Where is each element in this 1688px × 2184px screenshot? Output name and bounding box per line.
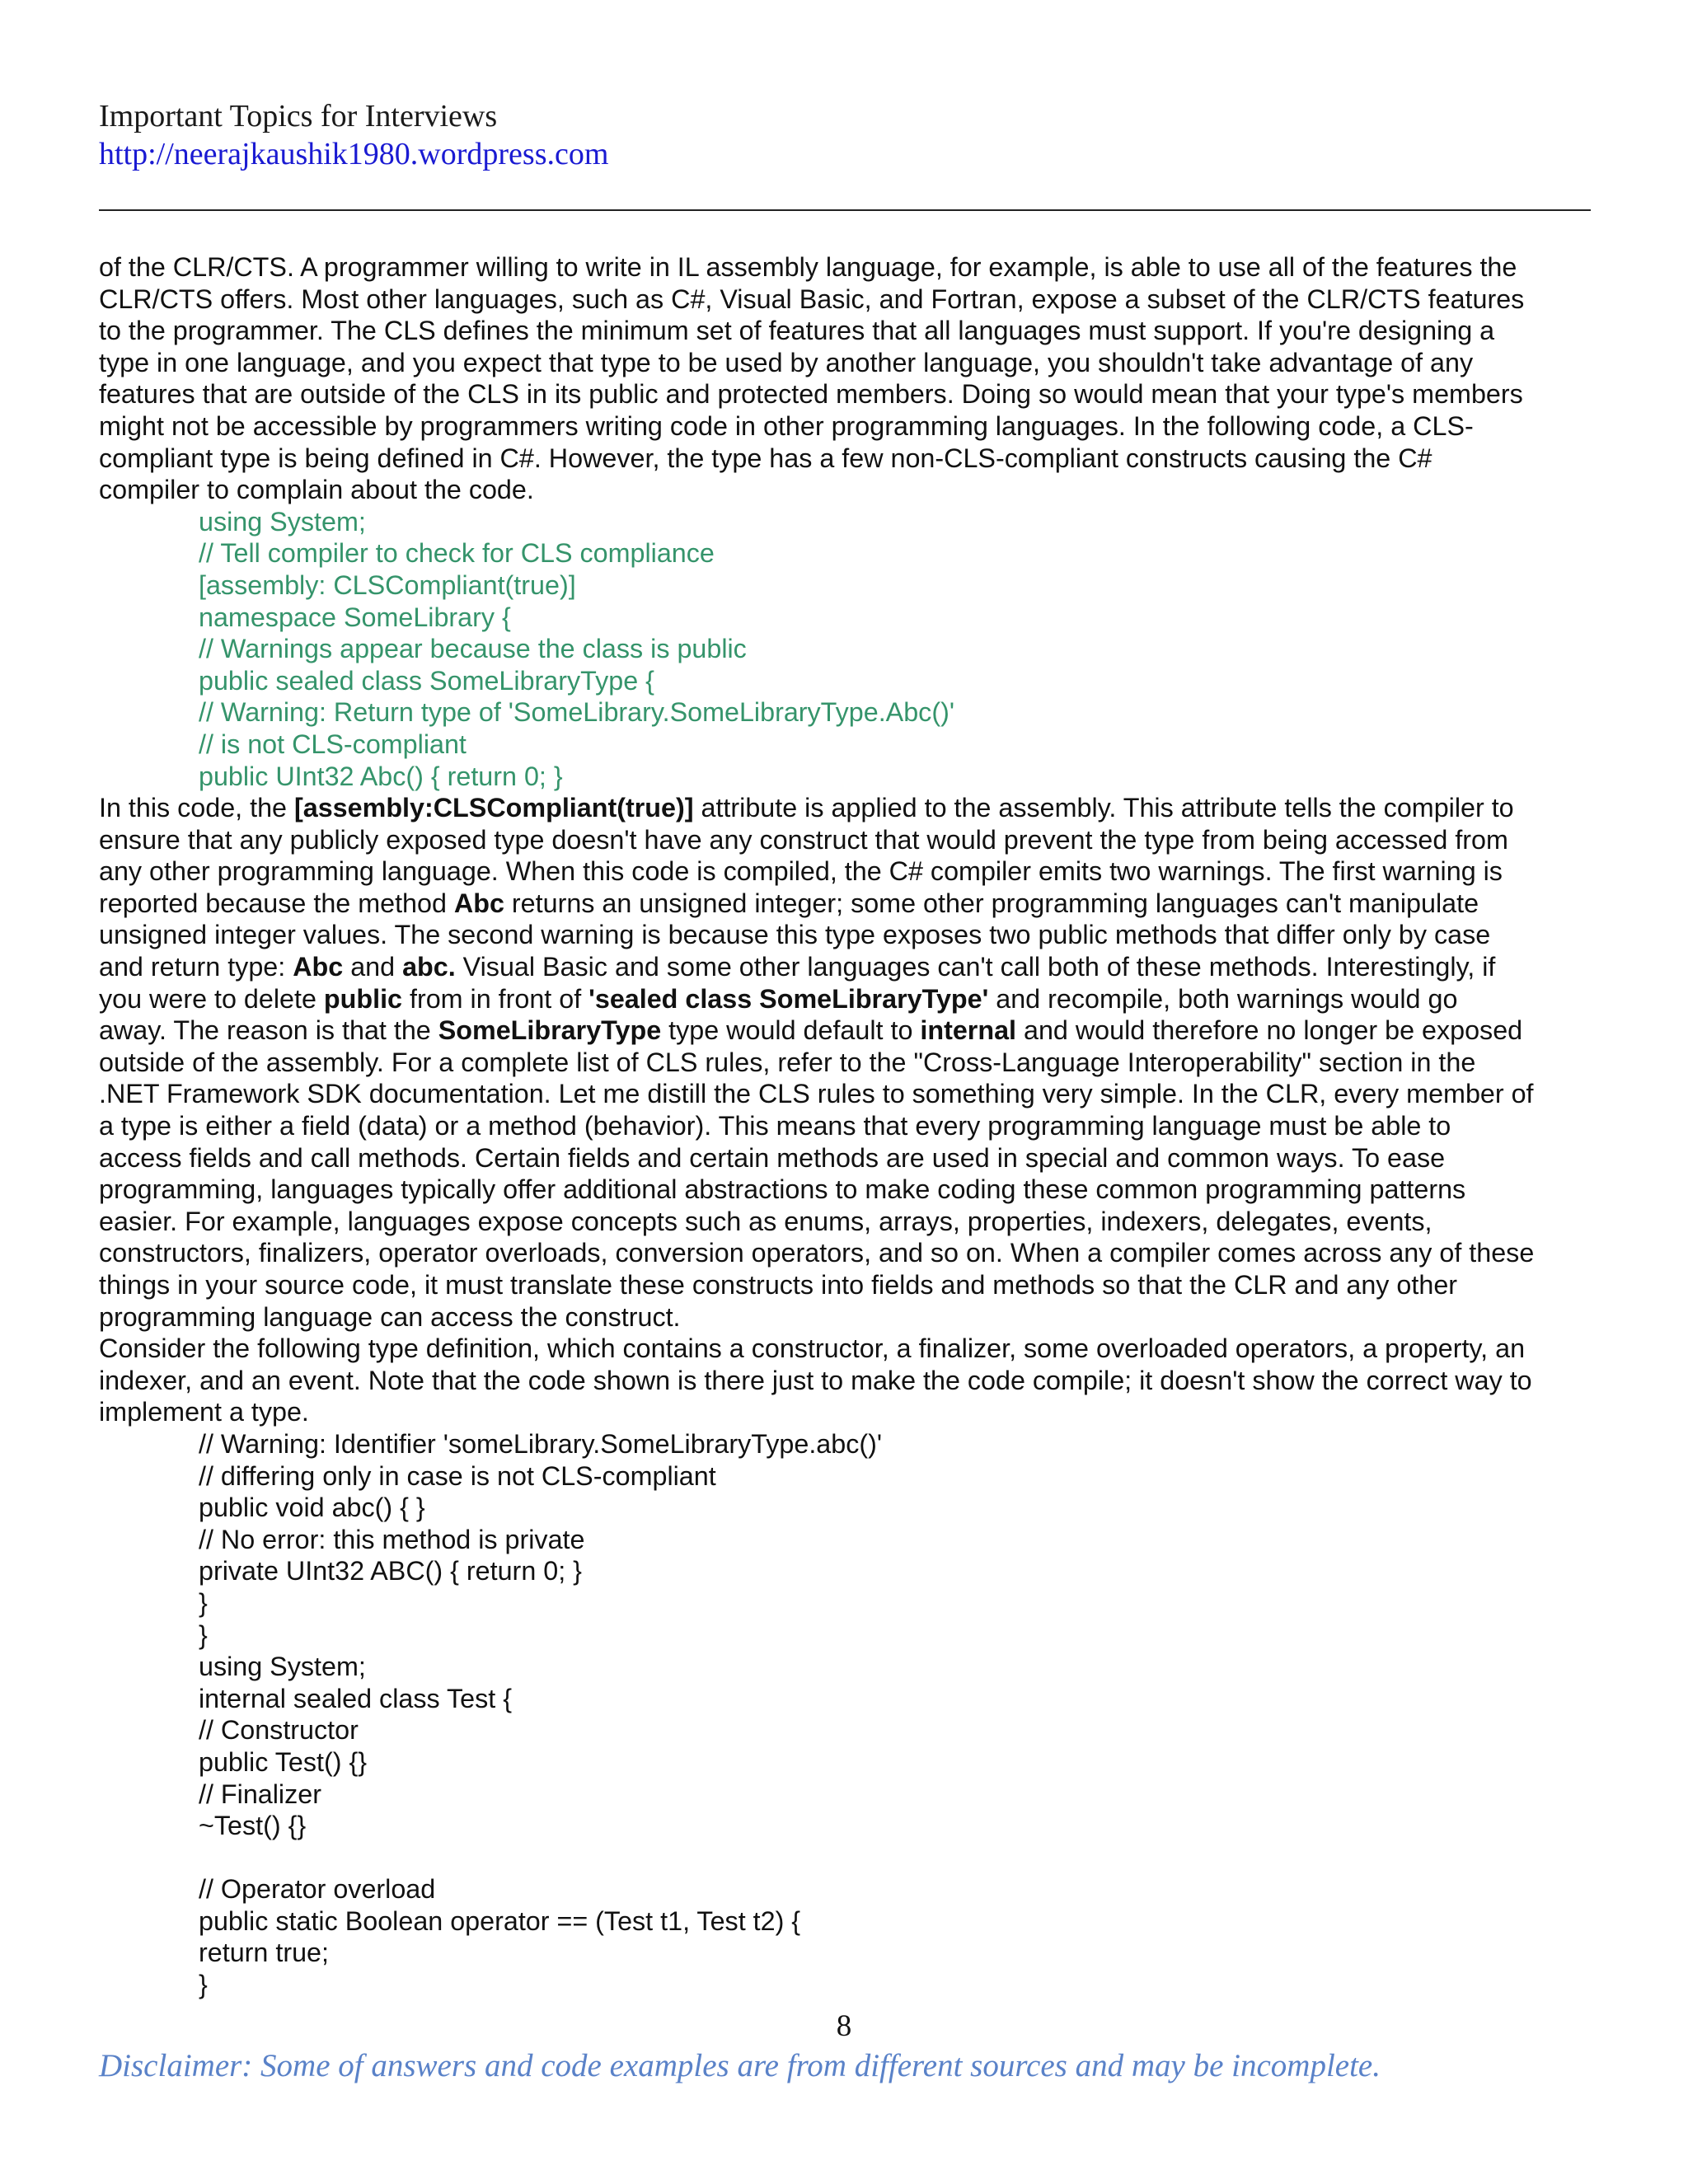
- code-line: // Warnings appear because the class is public: [199, 634, 747, 664]
- code-line: // Warning: Identifier 'someLibrary.SomeLibraryType.abc()': [199, 1428, 883, 1459]
- code-line: using System;: [199, 506, 366, 537]
- code-line: // Tell compiler to check for CLS compliance: [199, 538, 715, 569]
- code-line: public static Boolean operator == (Test t1, Test t2) {: [199, 1905, 801, 1936]
- code-line: // Constructor: [199, 1715, 359, 1746]
- bold-declaration: 'sealed class SomeLibraryType': [588, 983, 989, 1014]
- code-line: public sealed class SomeLibraryType {: [199, 665, 654, 696]
- page-header: [99, 97, 1591, 173]
- text-line: of the CLR/CTS. A programmer willing to write in IL assembly language, for example, is able to use all of the features the: [99, 252, 1517, 282]
- bold-keyword: internal: [920, 1015, 1017, 1046]
- text-line: unsigned integer values. The second warning is because this type exposes two public methods that differ only by case: [99, 920, 1491, 950]
- bold-method-name: abc.: [402, 952, 456, 982]
- blank-line: [99, 1842, 1599, 1874]
- footer-disclaimer: Disclaimer: Some of answers and code examples are from different sources and may be incomplete.: [99, 2048, 1381, 2083]
- document-body: [99, 251, 1599, 2001]
- code-line: // No error: this method is private: [199, 1524, 585, 1554]
- code-line: // is not CLS-compliant: [199, 729, 467, 759]
- code-line: // Operator overload: [199, 1874, 436, 1905]
- code-block-cls-compliance: [99, 506, 1599, 792]
- text-line: reported because the method Abc returns an unsigned integer; some other programming languages can't manipulate: [99, 888, 1479, 918]
- text-line: features that are outside of the CLS in its public and protected members. Doing so would mean that your type's members: [99, 379, 1523, 410]
- text-line: things in your source code, it must translate these constructs into fields and methods so that the CLR and any other: [99, 1270, 1458, 1300]
- text-line: might not be accessible by programmers writing code in other programming languages. In the following code, a CLS-: [99, 410, 1474, 441]
- page-number: 8: [836, 2009, 852, 2043]
- bold-method-name: Abc: [293, 952, 344, 982]
- bold-attribute: [assembly:CLSCompliant(true)]: [294, 793, 694, 823]
- header-divider: [99, 209, 1591, 211]
- header-url-link[interactable]: http://neerajkaushik1980.wordpress.com: [99, 137, 609, 171]
- code-line: using System;: [199, 1652, 366, 1682]
- code-line: namespace SomeLibrary {: [199, 602, 511, 632]
- text-line: programming, languages typically offer additional abstractions to make coding these common programming patterns: [99, 1174, 1466, 1205]
- explanation-paragraph: [99, 792, 1599, 1333]
- code-line: public Test() {}: [199, 1746, 368, 1777]
- text-line: Consider the following type definition, which contains a constructor, a finalizer, some overloaded operators, a property, an: [99, 1333, 1526, 1364]
- code-line: }: [199, 1970, 208, 2000]
- text-line: CLR/CTS offers. Most other languages, such as C#, Visual Basic, and Fortran, expose a subset of the CLR/CTS features: [99, 284, 1525, 314]
- bold-type-name: SomeLibraryType: [438, 1015, 662, 1046]
- text-line: In this code, the [assembly:CLSCompliant(true)] attribute is applied to the assembly. This attribute tells the compiler to: [99, 793, 1514, 823]
- text-line: constructors, finalizers, operator overloads, conversion operators, and so on. When a compiler comes across any of these: [99, 1238, 1535, 1268]
- code-line: }: [199, 1619, 208, 1650]
- text-line: any other programming language. When this code is compiled, the C# compiler emits two warnings. The first warning is: [99, 856, 1503, 887]
- code-line: public void abc() { }: [199, 1493, 425, 1523]
- text-line: compiler to complain about the code.: [99, 475, 534, 505]
- text-line: access fields and call methods. Certain fields and certain methods are used in special and common ways. To ease: [99, 1142, 1446, 1173]
- text-line: away. The reason is that the SomeLibraryType type would default to internal and would therefore no longer be exposed: [99, 1015, 1523, 1046]
- text-line: .NET Framework SDK documentation. Let me distill the CLS rules to something very simple. In the CLR, every member of: [99, 1079, 1534, 1109]
- code-line: private UInt32 ABC() { return 0; }: [199, 1556, 582, 1586]
- code-line: // Finalizer: [199, 1779, 321, 1809]
- text-line: easier. For example, languages expose concepts such as enums, arrays, properties, indexers, delegates, events,: [99, 1206, 1432, 1236]
- text-line: you were to delete public from in front of 'sealed class SomeLibraryType' and recompile, both warnings would go: [99, 983, 1458, 1014]
- text-line: outside of the assembly. For a complete list of CLS rules, refer to the "Cross-Language Interoperability" section in the: [99, 1047, 1476, 1077]
- code-line: [assembly: CLSCompliant(true)]: [199, 569, 576, 600]
- text-line: a type is either a field (data) or a method (behavior). This means that every programming language must be able to: [99, 1111, 1451, 1141]
- header-title: Important Topics for Interviews: [99, 99, 498, 134]
- bold-keyword: public: [323, 983, 402, 1014]
- code-line: // differing only in case is not CLS-compliant: [199, 1460, 716, 1491]
- bold-method-name: Abc: [453, 888, 504, 918]
- code-block-test-class: [99, 1428, 1599, 2001]
- text-line: compliant type is being defined in C#. However, the type has a few non-CLS-compliant constructs causing the C#: [99, 443, 1432, 473]
- intro-paragraph: [99, 251, 1599, 506]
- code-line: ~Test() {}: [199, 1811, 307, 1841]
- text-line: to the programmer. The CLS defines the minimum set of features that all languages must support. If you're designing a: [99, 316, 1495, 346]
- text-line: programming language can access the construct.: [99, 1301, 681, 1332]
- text-line: type in one language, and you expect that type to be used by another language, you shouldn't take advantage of any: [99, 347, 1474, 377]
- text-line: ensure that any publicly exposed type doesn't have any construct that would prevent the type from being accessed from: [99, 824, 1508, 855]
- code-line: return true;: [199, 1938, 329, 1968]
- code-line: }: [199, 1587, 208, 1618]
- text-line: implement a type.: [99, 1397, 309, 1427]
- type-definition-paragraph: [99, 1333, 1599, 1428]
- code-line: public UInt32 Abc() { return 0; }: [199, 761, 563, 791]
- text-line: indexer, and an event. Note that the code shown is there just to make the code compile; it doesn't show the correct way to: [99, 1365, 1532, 1395]
- code-line: // Warning: Return type of 'SomeLibrary.SomeLibraryType.Abc()': [199, 697, 955, 728]
- text-line: and return type: Abc and abc. Visual Basic and some other languages can't call both of these methods. Interestingly, if: [99, 952, 1496, 982]
- code-line: internal sealed class Test {: [199, 1683, 513, 1713]
